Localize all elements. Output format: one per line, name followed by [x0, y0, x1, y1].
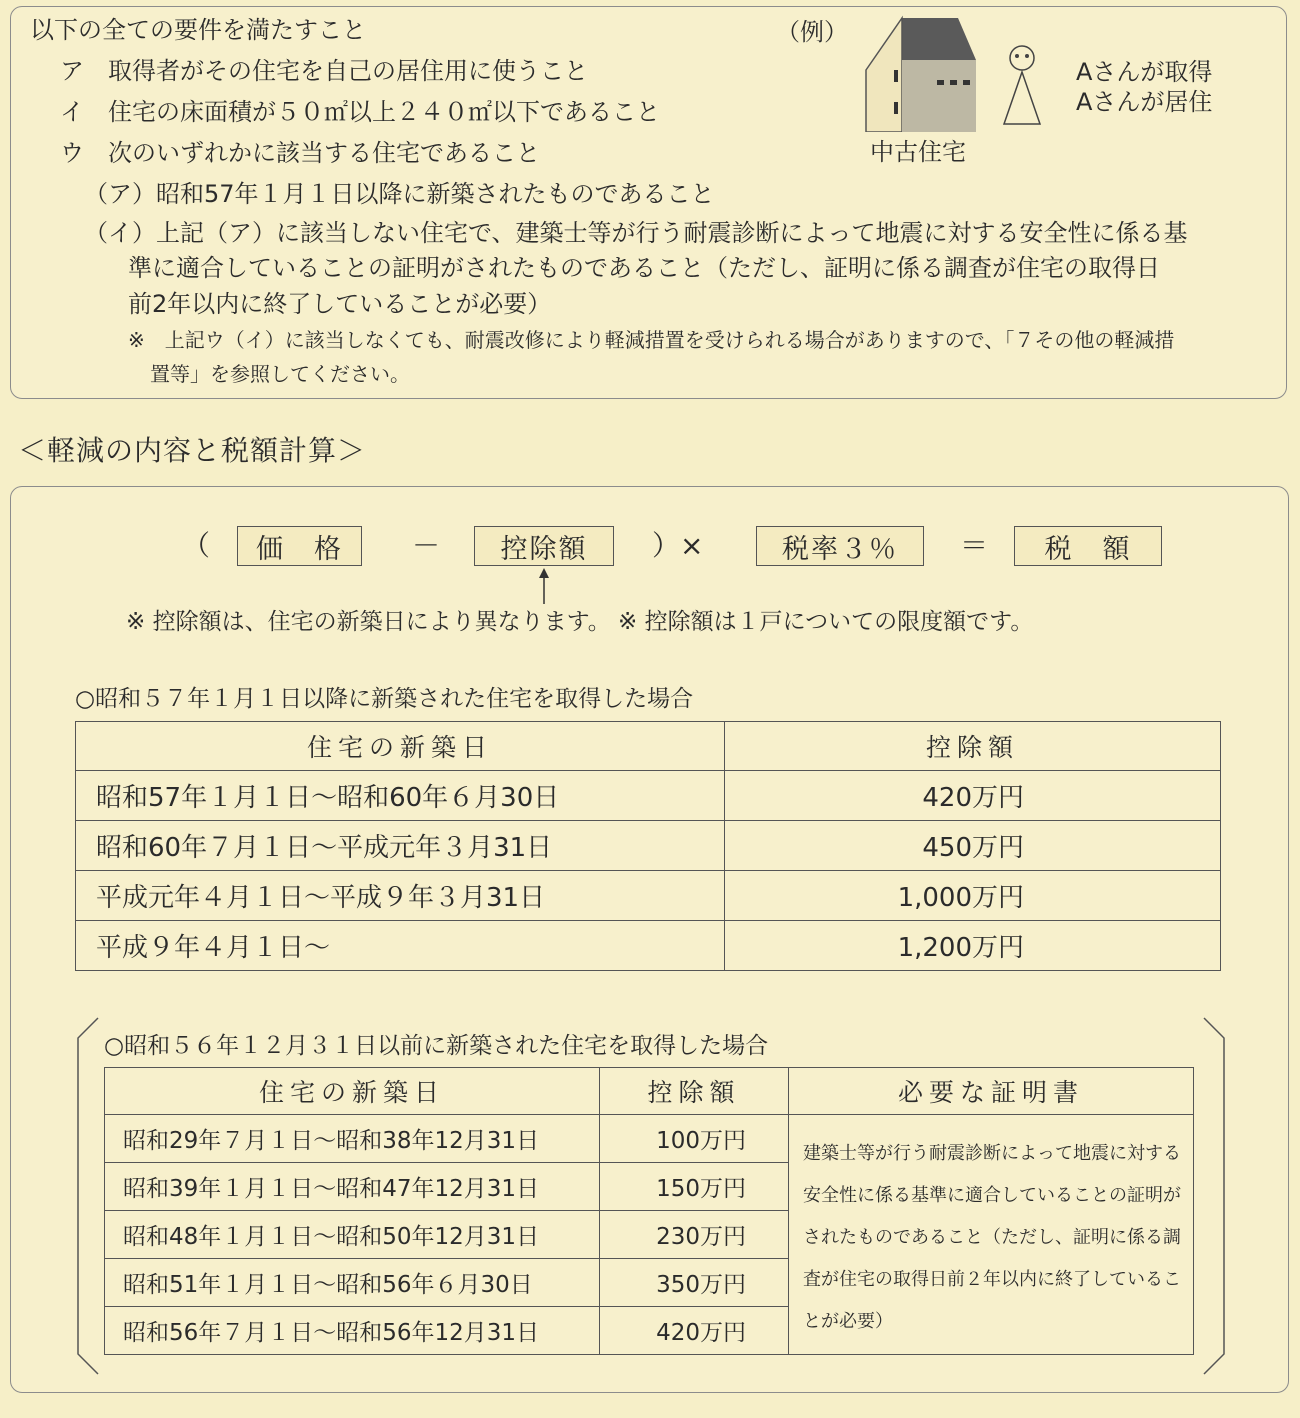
- table-cell-date: 昭和56年７月１日～昭和56年12月31日: [105, 1307, 600, 1355]
- example-person-line2: Aさんが居住: [1076, 88, 1213, 116]
- requirement-u-sub-i-line1: （イ）上記（ア）に該当しない住宅で、建築士等が行う耐震診断によって地震に対する安全性に係る基: [84, 219, 1188, 247]
- formula-rate-box: 税率３％: [756, 526, 924, 566]
- table-header-row: [76, 722, 1221, 771]
- table-cell-amount: 1,000万円: [725, 871, 1221, 921]
- table-row: [76, 771, 1221, 821]
- table-row: [76, 821, 1221, 871]
- formula-minus: －: [412, 529, 441, 562]
- section-heading: ＜軽減の内容と税額計算＞: [18, 434, 367, 467]
- arrow-up-icon: [537, 568, 551, 606]
- person-icon: [1000, 42, 1044, 126]
- example-caption: 中古住宅: [870, 138, 966, 166]
- table-cell-amount: 350万円: [600, 1259, 789, 1307]
- required-certificate-text: 建築士等が行う耐震診断によって地震に対する安全性に係る基準に適合していることの証明がされたものであること（ただし、証明に係る調査が住宅の取得日前２年以内に終了していることが必要）: [789, 1115, 1194, 1355]
- table-header-cell: 控除額: [600, 1068, 789, 1115]
- table-row: [76, 871, 1221, 921]
- requirement-u-sub-i-line3: 前2年以内に終了していることが必要）: [128, 290, 552, 318]
- table-cell-date: 平成９年４月１日～: [76, 921, 725, 971]
- requirement-u: ウ 次のいずれかに該当する住宅であること: [60, 139, 540, 167]
- requirement-u-sub-i-line2: 準に適合していることの証明がされたものであること（ただし、証明に係る調査が住宅の取得日: [128, 254, 1160, 282]
- table-header-cell: 必要な証明書: [789, 1068, 1194, 1115]
- table-cell-date: 昭和48年１月１日～昭和50年12月31日: [105, 1211, 600, 1259]
- requirement-a: ア 取得者がその住宅を自己の居住用に使うこと: [60, 57, 588, 85]
- requirement-note-line2: 置等」を参照してください。: [150, 362, 410, 386]
- table-cell-amount: 230万円: [600, 1211, 789, 1259]
- table1-caption: ○昭和５７年１月１日以降に新築された住宅を取得した場合: [75, 686, 694, 712]
- requirement-u-sub-a: （ア）昭和57年１月１日以降に新築されたものであること: [84, 180, 715, 208]
- table-row: [76, 921, 1221, 971]
- requirement-i: イ 住宅の床面積が５０㎡以上２４０㎡以下であること: [60, 98, 660, 126]
- table-cell-date: 昭和51年１月１日～昭和56年６月30日: [105, 1259, 600, 1307]
- requirements-intro: 以下の全ての要件を満たすこと: [30, 16, 366, 44]
- formula-deduction-box: 控除額: [474, 526, 614, 566]
- formula-price-box: 価 格: [237, 526, 362, 566]
- table-cell-amount: 420万円: [600, 1307, 789, 1355]
- example-label: （例）: [776, 18, 848, 46]
- table-cell-amount: 1,200万円: [725, 921, 1221, 971]
- table-cell-date: 昭和39年１月１日～昭和47年12月31日: [105, 1163, 600, 1211]
- table-header-cell: 控除額: [725, 722, 1221, 771]
- table-cell-amount: 100万円: [600, 1115, 789, 1163]
- table-cell-date: 平成元年４月１日～平成９年３月31日: [76, 871, 725, 921]
- table-header-cell: 住宅の新築日: [105, 1068, 600, 1115]
- formula-tax-box: 税 額: [1014, 526, 1162, 566]
- table-cell-amount: 450万円: [725, 821, 1221, 871]
- table-cell-amount: 150万円: [600, 1163, 789, 1211]
- table-cell-date: 昭和29年７月１日～昭和38年12月31日: [105, 1115, 600, 1163]
- formula-equals: ＝: [960, 529, 989, 562]
- table-cell-date: 昭和57年１月１日～昭和60年６月30日: [76, 771, 725, 821]
- formula-close-times: ）×: [652, 529, 704, 562]
- table2-caption: ○昭和５６年１２月３１日以前に新築された住宅を取得した場合: [104, 1033, 769, 1059]
- table-row: [105, 1115, 1194, 1163]
- example-person-line1: Aさんが取得: [1076, 58, 1213, 86]
- table-header-cell: 住宅の新築日: [76, 722, 725, 771]
- table-header-row: [105, 1068, 1194, 1115]
- deduction-table-post-1982: [75, 721, 1221, 971]
- table-cell-date: 昭和60年７月１日～平成元年３月31日: [76, 821, 725, 871]
- house-icon: [862, 14, 980, 132]
- formula-open-paren: （: [182, 529, 211, 562]
- deduction-table-pre-1982: [104, 1067, 1194, 1355]
- requirement-note-line1: ※ 上記ウ（イ）に該当しなくても、耐震改修により軽減措置を受けられる場合がありますので、「７その他の軽減措: [128, 328, 1175, 352]
- table-cell-amount: 420万円: [725, 771, 1221, 821]
- formula-note: ※ 控除額は、住宅の新築日により異なります。 ※ 控除額は１戸についての限度額です。: [126, 609, 1034, 635]
